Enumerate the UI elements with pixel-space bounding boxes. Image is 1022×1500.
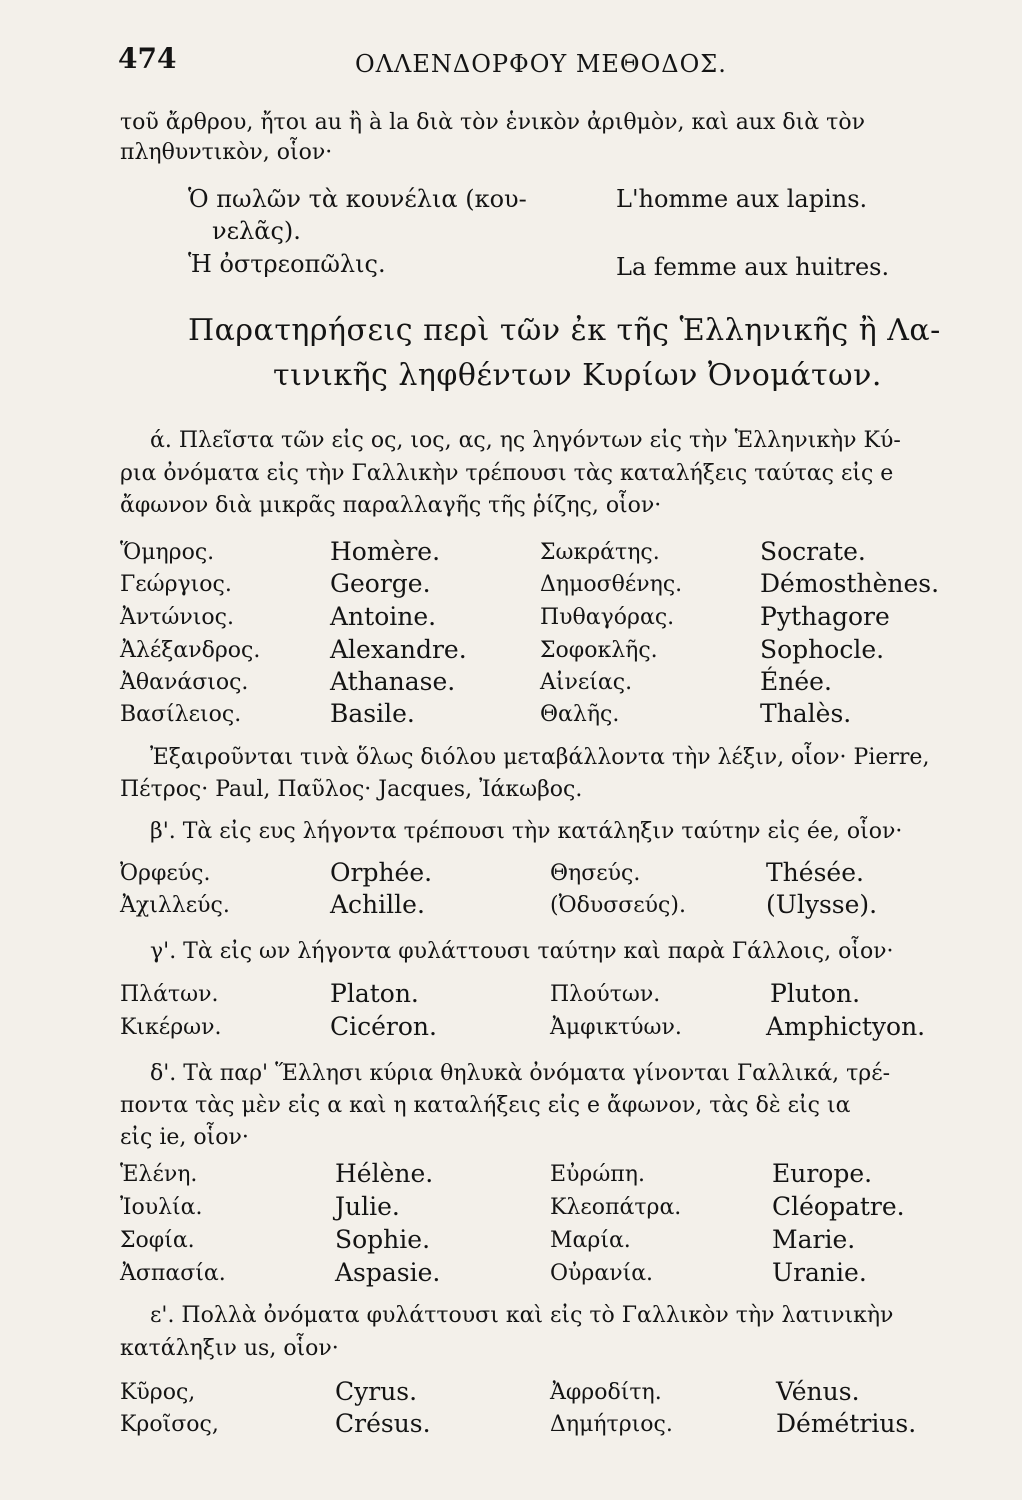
section-d-line-1: δ'. Τὰ παρ' Ἕλλησι κύρια θηλυκὰ ὀνόματα γίνονται Γαλλικά, τρέ- — [150, 1061, 891, 1086]
table-cell: Ὅμηρος. — [120, 540, 215, 565]
table-cell: Δημοσθένης. — [540, 572, 683, 597]
table-cell: Marie. — [772, 1225, 856, 1254]
table-cell: Θησεύς. — [550, 861, 641, 886]
section-c-line: γ'. Τὰ εἰς ων λήγοντα φυλάττουσι ταύτην καὶ παρὰ Γάλλοις, οἷον· — [150, 939, 894, 964]
table-cell: Βασίλειος. — [120, 702, 242, 727]
exceptions-line-1: Ἐξαιροῦνται τινὰ ὅλως διόλου μεταβάλλοντα τὴν λέξιν, οἷον· Pierre, — [150, 745, 930, 770]
table-cell: Σοφία. — [120, 1228, 195, 1253]
section-a-line-1: ά. Πλεῖστα τῶν εἰς ος, ιος, ας, ης ληγόντων εἰς τὴν Ἑλληνικὴν Κύ- — [150, 428, 901, 453]
table-cell: Athanase. — [330, 667, 456, 696]
table-cell: Europe. — [772, 1159, 873, 1188]
table-cell: Ὀρφεύς. — [120, 861, 211, 886]
table-cell: Ἀσπασία. — [120, 1261, 226, 1286]
table-cell: Κῦρος, — [120, 1380, 196, 1405]
table-cell: Démosthènes. — [760, 569, 940, 598]
section-e-line-2: κατάληξιν us, οἷον· — [120, 1336, 339, 1361]
table-cell: Uranie. — [772, 1258, 867, 1287]
intro-line-2: πληθυντικὸν, οἷον· — [120, 140, 333, 165]
table-cell: Κλεοπάτρα. — [550, 1195, 682, 1220]
section-a-line-3: ἄφωνον διὰ μικρᾶς παραλλαγῆς τῆς ῥίζης, οἷον· — [120, 493, 662, 518]
table-cell: Sophie. — [335, 1225, 431, 1254]
table-cell: Basile. — [330, 699, 415, 728]
pair-1-french: L'homme aux lapins. — [616, 185, 868, 213]
table-cell: Δημήτριος. — [550, 1412, 673, 1437]
table-cell: Pluton. — [770, 979, 861, 1008]
pair-1-greek-line-2: νελᾶς). — [212, 217, 301, 245]
pair-2-french: La femme aux huitres. — [616, 253, 890, 281]
table-cell: Ἀλέξανδρος. — [120, 638, 261, 663]
table-cell: Κροῖσος, — [120, 1412, 219, 1437]
table-cell: Énée. — [760, 667, 832, 696]
section-d-line-3: εἰς ie, οἷον· — [120, 1125, 249, 1150]
table-cell: Homère. — [330, 537, 441, 566]
table-cell: Hélène. — [335, 1159, 434, 1188]
table-cell: (Ulysse). — [766, 890, 878, 919]
page-number: 474 — [118, 42, 177, 75]
table-cell: Σοφοκλῆς. — [540, 638, 658, 663]
table-cell: George. — [330, 569, 431, 598]
table-cell: Socrate. — [760, 537, 866, 566]
table-cell: Amphictyon. — [766, 1012, 926, 1041]
table-cell: Οὐρανία. — [550, 1261, 654, 1286]
table-cell: Αἰνείας. — [540, 670, 633, 695]
table-cell: Ἀφροδίτη. — [550, 1380, 662, 1405]
section-e-line-1: ε'. Πολλὰ ὀνόματα φυλάττουσι καὶ εἰς τὸ Γαλλικὸν τὴν λατινικὴν — [150, 1303, 894, 1328]
pair-2-greek: Ἡ ὀστρεοπῶλις. — [188, 250, 386, 278]
table-cell: Ἀχιλλεύς. — [120, 893, 230, 918]
table-cell: (Ὀδυσσεύς). — [550, 893, 686, 918]
table-cell: Εὐρώπη. — [550, 1162, 645, 1187]
table-cell: Démétrius. — [776, 1409, 917, 1438]
table-cell: Cléopatre. — [772, 1192, 905, 1221]
table-cell: Cicéron. — [330, 1012, 437, 1041]
section-heading-line-1: Παρατηρήσεις περὶ τῶν ἐκ τῆς Ἑλληνικῆς ἢ Λα- — [188, 313, 941, 348]
pair-1-greek-line-1: Ὁ πωλῶν τὰ κουνέλια (κου- — [188, 185, 527, 213]
exceptions-line-2: Πέτρος· Paul, Παῦλος· Jacques, Ἰάκωβος. — [120, 777, 583, 802]
table-cell: Ἰουλία. — [120, 1195, 203, 1220]
table-cell: Ἀντώνιος. — [120, 605, 234, 630]
table-cell: Alexandre. — [330, 635, 467, 664]
table-cell: Pythagore — [760, 602, 890, 631]
table-cell: Ἀθανάσιος. — [120, 670, 249, 695]
table-cell: Κικέρων. — [120, 1015, 222, 1040]
table-cell: Ἀμφικτύων. — [550, 1015, 682, 1040]
section-heading-line-2: τινικῆς ληφθέντων Κυρίων Ὀνομάτων. — [273, 358, 882, 393]
running-title: ΟΛΛΕΝΔΟΡΦΟΥ ΜΕΘΟΔΟΣ. — [355, 50, 727, 78]
table-cell: Cyrus. — [335, 1377, 418, 1406]
table-cell: Orphée. — [330, 858, 433, 887]
table-cell: Julie. — [335, 1192, 400, 1221]
table-cell: Antoine. — [330, 602, 437, 631]
table-cell: Vénus. — [776, 1377, 860, 1406]
table-cell: Πλάτων. — [120, 982, 219, 1007]
section-d-line-2: ποντα τὰς μὲν εἰς α καὶ η καταλήξεις εἰς e ἄφωνον, τὰς δὲ εἰς ια — [120, 1093, 851, 1118]
table-cell: Achille. — [330, 890, 425, 919]
table-cell: Platon. — [330, 979, 419, 1008]
table-cell: Πλούτων. — [550, 982, 661, 1007]
table-cell: Μαρία. — [550, 1228, 631, 1253]
table-cell: Ἑλένη. — [120, 1162, 198, 1187]
table-cell: Θαλῆς. — [540, 702, 620, 727]
section-b-line: β'. Τὰ εἰς ευς λήγοντα τρέπουσι τὴν κατάληξιν ταύτην εἰς ée, οἷον· — [150, 819, 903, 844]
table-cell: Crésus. — [335, 1409, 431, 1438]
table-cell: Aspasie. — [335, 1258, 441, 1287]
table-cell: Πυθαγόρας. — [540, 605, 675, 630]
table-cell: Thésée. — [766, 858, 864, 887]
table-cell: Γεώργιος. — [120, 572, 232, 597]
table-cell: Sophocle. — [760, 635, 885, 664]
section-a-line-2: ρια ὀνόματα εἰς τὴν Γαλλικὴν τρέπουσι τὰς καταλήξεις ταύτας εἰς e — [120, 461, 894, 486]
table-cell: Σωκράτης. — [540, 540, 660, 565]
table-cell: Thalès. — [760, 699, 852, 728]
intro-line-1: τοῦ ἄρθρου, ἤτοι au ἢ à la διὰ τὸν ἑνικὸν ἀριθμὸν, καὶ aux διὰ τὸν — [120, 110, 865, 135]
